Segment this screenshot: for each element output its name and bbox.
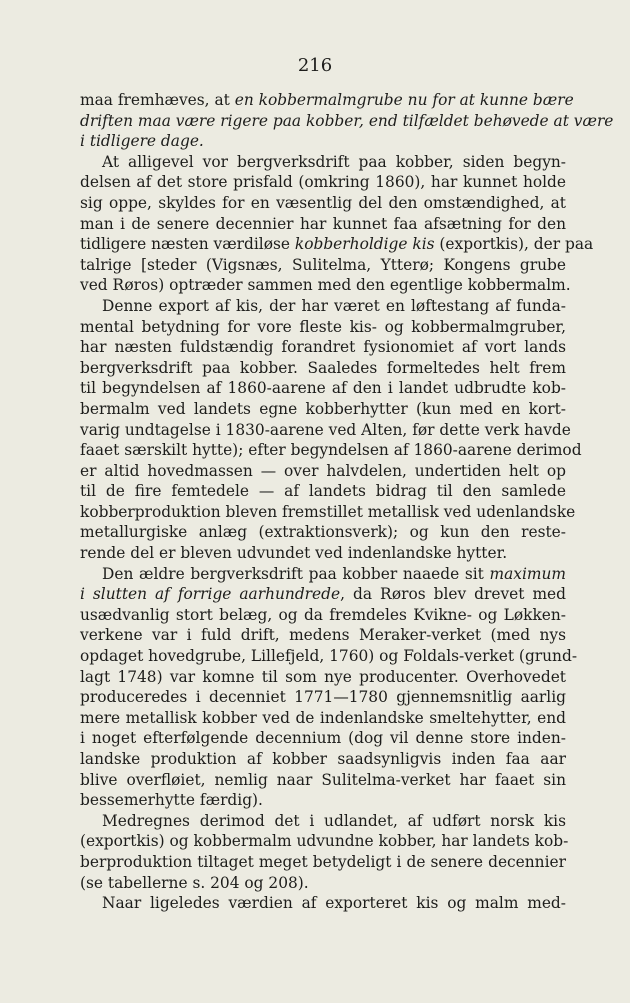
text-line: til begyndelsen af 1860-aarene af den i landet udbrudte kob- <box>80 379 566 398</box>
paragraph <box>80 811 569 893</box>
paragraph <box>80 893 566 914</box>
page-number: 216 <box>297 55 333 76</box>
text-line: usædvanlig stort belæg, og da fremdeles Kvikne- og Løkken- <box>80 605 566 624</box>
paragraph <box>80 564 578 811</box>
text-line: At alligevel vor bergverksdrift paa kobber, siden begyn- <box>102 152 566 171</box>
text-line: faaet særskilt hytte); efter begyndelsen af 1860-aarene derimod <box>80 441 582 460</box>
text-line: blive overfløiet, nemlig naar Sulitelma-verket har faaet sin <box>80 770 566 789</box>
text-line: driften maa være rigere paa kobber, end tilfældet behøvede at være <box>80 111 614 130</box>
text-line: berproduktion tiltaget meget betydeligt i de senere decennier <box>80 852 566 871</box>
body-text <box>80 90 614 914</box>
text-line: metallurgiske anlæg (extraktionsverk); og kun den reste- <box>80 523 566 542</box>
text-line: opdaget hovedgrube, Lillefjeld, 1760) og Foldals-verket (grund- <box>80 647 578 666</box>
text-line: sig oppe, skyldes for en væsentlig del den omstændighed, at <box>80 193 566 212</box>
text-line: verkene var i fuld drift, medens Meraker-verket (med nys <box>80 626 566 645</box>
text-line: rende del er bleven udvundet ved indenlandske hytter. <box>80 544 508 563</box>
text-line: delsen af det store prisfald (omkring 1860), har kunnet holde <box>80 173 566 192</box>
text-line: er altid hovedmassen — over halvdelen, undertiden helt op <box>80 461 566 480</box>
text-line: Den ældre bergverksdrift paa kobber naaede sit maximum <box>102 564 566 583</box>
text-line: til de fire femtedele — af landets bidrag til den samlede <box>80 482 566 501</box>
text-line: produceredes i decenniet 1771—1780 gjennemsnitlig aarlig <box>80 688 566 707</box>
text-line: lagt 1748) var komne til som nye producenter. Overhovedet <box>80 667 566 686</box>
text-line: talrige [steder (Vigsnæs, Sulitelma, Ytterø; Kongens grube <box>80 255 566 274</box>
text-line: maa fremhæves, at en kobbermalmgrube nu for at kunne bære <box>80 91 574 109</box>
text-line: i tidligere dage. <box>80 132 204 151</box>
text-line: ved Røros) optræder sammen med den egentlige kobbermalm. <box>80 276 571 295</box>
text-line: (exportkis) og kobbermalm udvundne kobber, har landets kob- <box>80 832 569 851</box>
text-line: kobberproduktion bleven fremstillet metallisk ved udenlandske <box>80 502 576 521</box>
text-line: landske produktion af kobber saadsynligvis inden faa aar <box>80 750 566 768</box>
text-line: bermalm ved landets egne kobberhytter (kun med en kort- <box>80 399 566 418</box>
paragraph <box>80 296 582 564</box>
text-line: varig undtagelse i 1830-aarene ved Alten, før dette verk havde <box>80 420 571 439</box>
paragraph <box>80 90 614 152</box>
text-line: Denne export af kis, der har været en løftestang af funda- <box>102 296 566 315</box>
text-line: man i de senere decennier har kunnet faa afsætning for den <box>80 214 566 233</box>
text-line: bergverksdrift paa kobber. Saaledes formeltedes helt frem <box>80 358 566 377</box>
text-line: Naar ligeledes værdien af exporteret kis og malm med- <box>102 894 566 913</box>
text-line: (se tabellerne s. 204 og 208). <box>80 873 309 892</box>
text-line: mere metallisk kobber ved de indenlandske smeltehytter, end <box>80 708 566 727</box>
text-line: i noget efterfølgende decennium (dog vil denne store inden- <box>80 729 566 748</box>
text-line: bessemerhytte færdig). <box>80 791 263 810</box>
text-line: Medregnes derimod det i udlandet, af udført norsk kis <box>102 811 566 830</box>
text-line: mental betydning for vore fleste kis- og kobbermalmgruber, <box>80 317 566 336</box>
text-line: har næsten fuldstændig forandret fysionomiet af vort lands <box>80 338 566 357</box>
text-line: i slutten af forrige aarhundrede, da Røros blev drevet med <box>80 585 566 604</box>
text-line: tidligere næsten værdiløse kobberholdige kis (exportkis), der paa <box>80 235 594 254</box>
paragraph <box>80 152 594 296</box>
